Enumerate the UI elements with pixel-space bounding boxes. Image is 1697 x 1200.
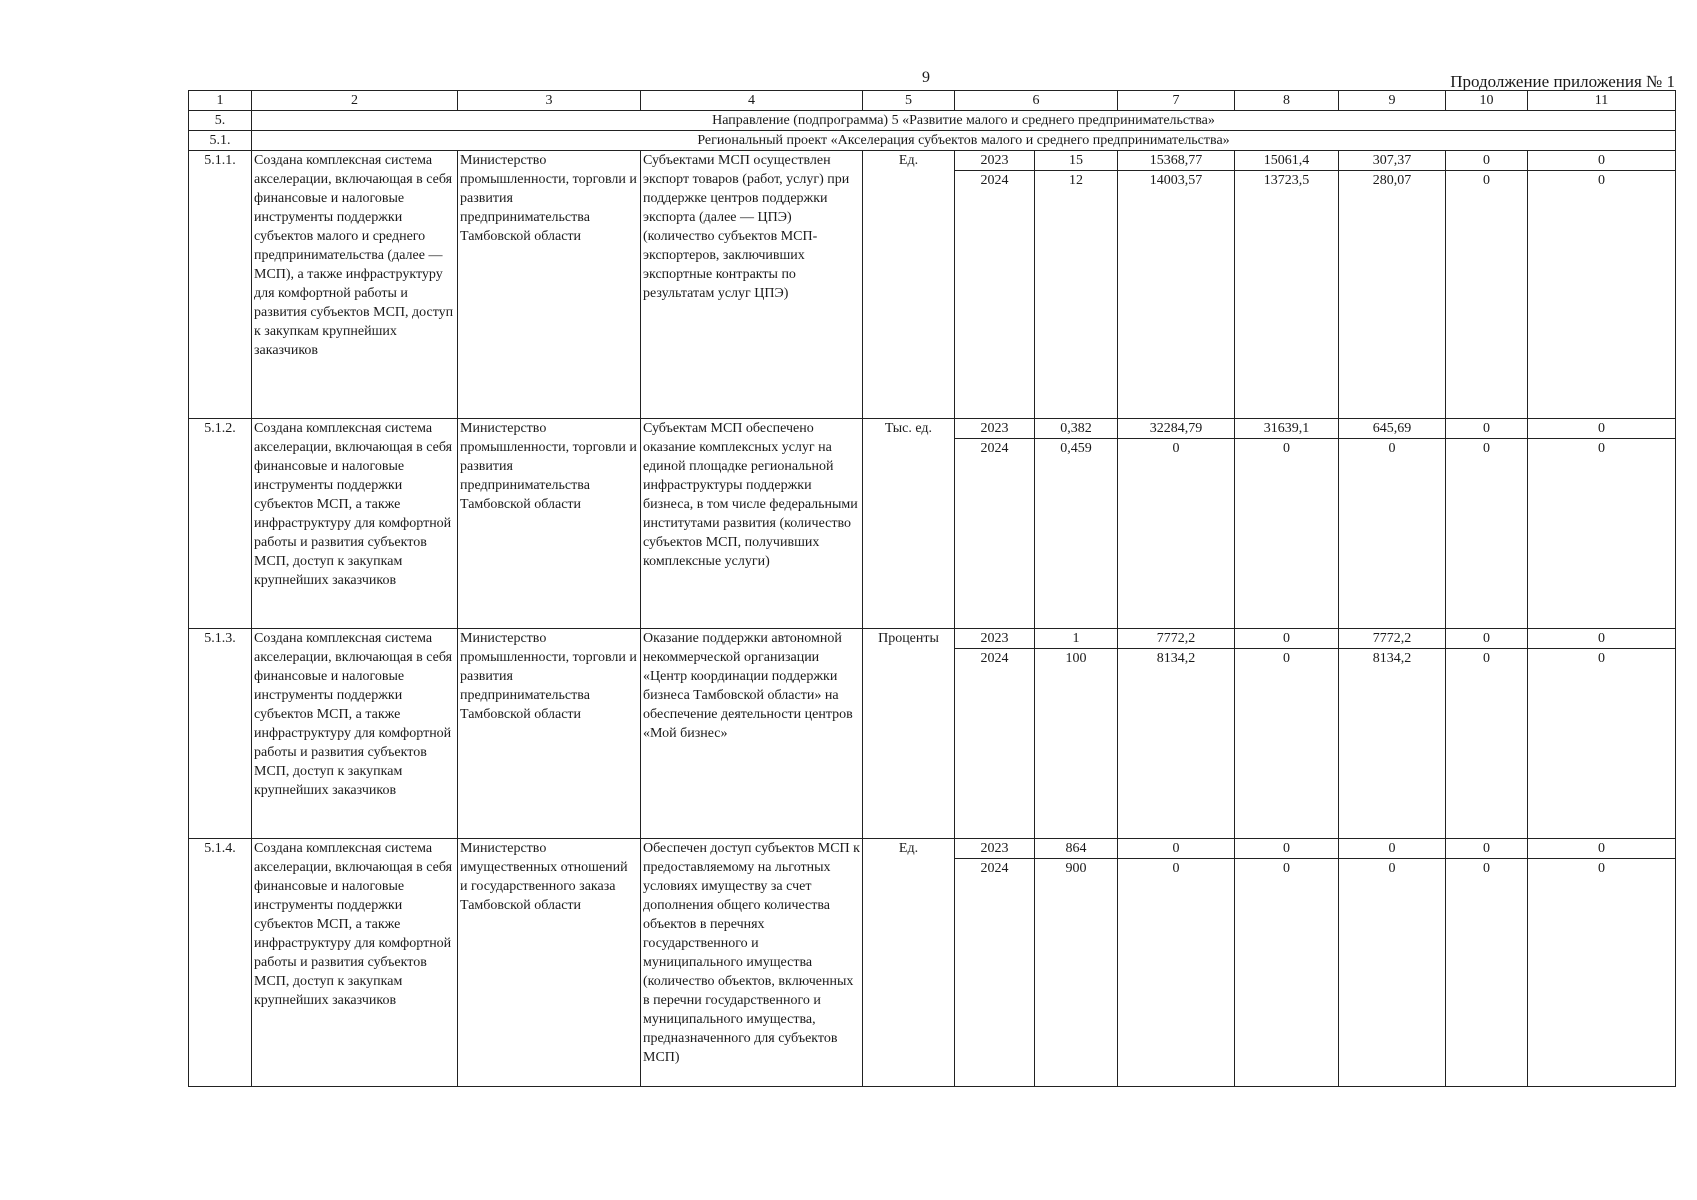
regional-cell: 280,07 — [1339, 171, 1446, 419]
value-cell: 0,459 — [1035, 439, 1118, 629]
federal-cell: 0 — [1235, 839, 1339, 859]
local-cell: 0 — [1446, 419, 1528, 439]
year-cell: 2023 — [955, 629, 1035, 649]
page-number: 9 — [922, 69, 930, 86]
other-cell: 0 — [1528, 839, 1676, 859]
column-number: 1 — [189, 91, 252, 111]
unit-cell: Ед. — [863, 151, 955, 419]
total-cell: 8134,2 — [1118, 649, 1235, 839]
regional-cell: 645,69 — [1339, 419, 1446, 439]
table-row — [189, 419, 1676, 439]
federal-cell: 0 — [1235, 859, 1339, 1087]
project-number: 5.1. — [189, 131, 252, 151]
column-number: 4 — [641, 91, 863, 111]
task-cell: Создана комплексная система акселерации, включающая в себя финансовые и налоговые инструменты поддержки субъектов малого и среднего предпринимательства (далее — МСП), а также инфраструктуру для комфортной работы и развития субъектов МСП, доступ к закупкам крупнейших заказчиков — [252, 151, 458, 419]
federal-cell: 0 — [1235, 629, 1339, 649]
result-cell: Оказание поддержки автономной некоммерческой организации «Центр координации поддержки бизнеса Тамбовской области» на обеспечение деятельности центров «Мой бизнес» — [641, 629, 863, 839]
local-cell: 0 — [1446, 151, 1528, 171]
result-cell: Субъектами МСП осуществлен экспорт товаров (работ, услуг) при поддержке центров поддержки экспорта (далее — ЦПЭ) (количество субъектов МСП-экспортеров, заключивших экспортные контракты по результатам услуг ЦПЭ) — [641, 151, 863, 419]
row-number: 5.1.4. — [189, 839, 252, 1087]
regional-cell: 8134,2 — [1339, 649, 1446, 839]
federal-cell: 0 — [1235, 649, 1339, 839]
direction-title: Направление (подпрограмма) 5 «Развитие малого и среднего предпринимательства» — [252, 111, 1676, 131]
federal-cell: 15061,4 — [1235, 151, 1339, 171]
local-cell: 0 — [1446, 839, 1528, 859]
value-cell: 900 — [1035, 859, 1118, 1087]
local-cell: 0 — [1446, 171, 1528, 419]
row-number: 5.1.1. — [189, 151, 252, 419]
column-number: 6 — [955, 91, 1118, 111]
value-cell: 15 — [1035, 151, 1118, 171]
local-cell: 0 — [1446, 649, 1528, 839]
column-number: 7 — [1118, 91, 1235, 111]
year-cell: 2024 — [955, 171, 1035, 419]
year-cell: 2024 — [955, 439, 1035, 629]
regional-cell: 0 — [1339, 439, 1446, 629]
column-number: 2 — [252, 91, 458, 111]
row-number: 5.1.3. — [189, 629, 252, 839]
total-cell: 0 — [1118, 839, 1235, 859]
continuation-label: Продолжение приложения № 1 — [1450, 72, 1675, 91]
task-cell: Создана комплексная система акселерации, включающая в себя финансовые и налоговые инструменты поддержки субъектов МСП, а также инфраструктуру для комфортной работы и развития субъектов МСП, доступ к закупкам крупнейших заказчиков — [252, 419, 458, 629]
task-cell: Создана комплексная система акселерации, включающая в себя финансовые и налоговые инструменты поддержки субъектов МСП, а также инфраструктуру для комфортной работы и развития субъектов МСП, доступ к закупкам крупнейших заказчиков — [252, 839, 458, 1087]
column-number: 9 — [1339, 91, 1446, 111]
other-cell: 0 — [1528, 859, 1676, 1087]
federal-cell: 31639,1 — [1235, 419, 1339, 439]
program-table — [188, 90, 1676, 1087]
executor-cell: Министерство промышленности, торговли и развития предпринимательства Тамбовской области — [458, 629, 641, 839]
other-cell: 0 — [1528, 171, 1676, 419]
value-cell: 864 — [1035, 839, 1118, 859]
column-number: 10 — [1446, 91, 1528, 111]
other-cell: 0 — [1528, 629, 1676, 649]
local-cell: 0 — [1446, 629, 1528, 649]
column-number: 11 — [1528, 91, 1676, 111]
result-cell: Обеспечен доступ субъектов МСП к предоставляемому на льготных условиях имуществу за счет дополнения общего количества объектов в перечнях государственного и муниципального имущества (количество объектов, включенных в перечни государственного и муниципального имущества, предназначенного для субъектов МСП) — [641, 839, 863, 1087]
regional-cell: 7772,2 — [1339, 629, 1446, 649]
project-row — [189, 131, 1676, 151]
unit-cell: Ед. — [863, 839, 955, 1087]
table-row — [189, 629, 1676, 649]
total-cell: 32284,79 — [1118, 419, 1235, 439]
column-number: 5 — [863, 91, 955, 111]
result-cell: Субъектам МСП обеспечено оказание комплексных услуг на единой площадке региональной инфраструктуры поддержки бизнеса, в том числе федеральными институтами развития (количество субъектов МСП, получивших комплексные услуги) — [641, 419, 863, 629]
column-number: 8 — [1235, 91, 1339, 111]
unit-cell: Тыс. ед. — [863, 419, 955, 629]
executor-cell: Министерство промышленности, торговли и развития предпринимательства Тамбовской области — [458, 419, 641, 629]
other-cell: 0 — [1528, 649, 1676, 839]
table-row — [189, 839, 1676, 859]
federal-cell: 13723,5 — [1235, 171, 1339, 419]
year-cell: 2023 — [955, 839, 1035, 859]
total-cell: 0 — [1118, 439, 1235, 629]
regional-cell: 0 — [1339, 839, 1446, 859]
other-cell: 0 — [1528, 439, 1676, 629]
total-cell: 0 — [1118, 859, 1235, 1087]
value-cell: 12 — [1035, 171, 1118, 419]
other-cell: 0 — [1528, 419, 1676, 439]
column-number-row — [189, 91, 1676, 111]
year-cell: 2024 — [955, 859, 1035, 1087]
regional-cell: 307,37 — [1339, 151, 1446, 171]
local-cell: 0 — [1446, 859, 1528, 1087]
year-cell: 2023 — [955, 419, 1035, 439]
executor-cell: Министерство промышленности, торговли и развития предпринимательства Тамбовской области — [458, 151, 641, 419]
direction-number: 5. — [189, 111, 252, 131]
row-number: 5.1.2. — [189, 419, 252, 629]
federal-cell: 0 — [1235, 439, 1339, 629]
total-cell: 7772,2 — [1118, 629, 1235, 649]
table-row — [189, 151, 1676, 171]
local-cell: 0 — [1446, 439, 1528, 629]
value-cell: 100 — [1035, 649, 1118, 839]
project-title: Региональный проект «Акселерация субъектов малого и среднего предпринимательства» — [252, 131, 1676, 151]
year-cell: 2024 — [955, 649, 1035, 839]
direction-row — [189, 111, 1676, 131]
executor-cell: Министерство имущественных отношений и государственного заказа Тамбовской области — [458, 839, 641, 1087]
unit-cell: Проценты — [863, 629, 955, 839]
column-number: 3 — [458, 91, 641, 111]
total-cell: 15368,77 — [1118, 151, 1235, 171]
value-cell: 1 — [1035, 629, 1118, 649]
other-cell: 0 — [1528, 151, 1676, 171]
total-cell: 14003,57 — [1118, 171, 1235, 419]
value-cell: 0,382 — [1035, 419, 1118, 439]
regional-cell: 0 — [1339, 859, 1446, 1087]
task-cell: Создана комплексная система акселерации, включающая в себя финансовые и налоговые инструменты поддержки субъектов МСП, а также инфраструктуру для комфортной работы и развития субъектов МСП, доступ к закупкам крупнейших заказчиков — [252, 629, 458, 839]
year-cell: 2023 — [955, 151, 1035, 171]
